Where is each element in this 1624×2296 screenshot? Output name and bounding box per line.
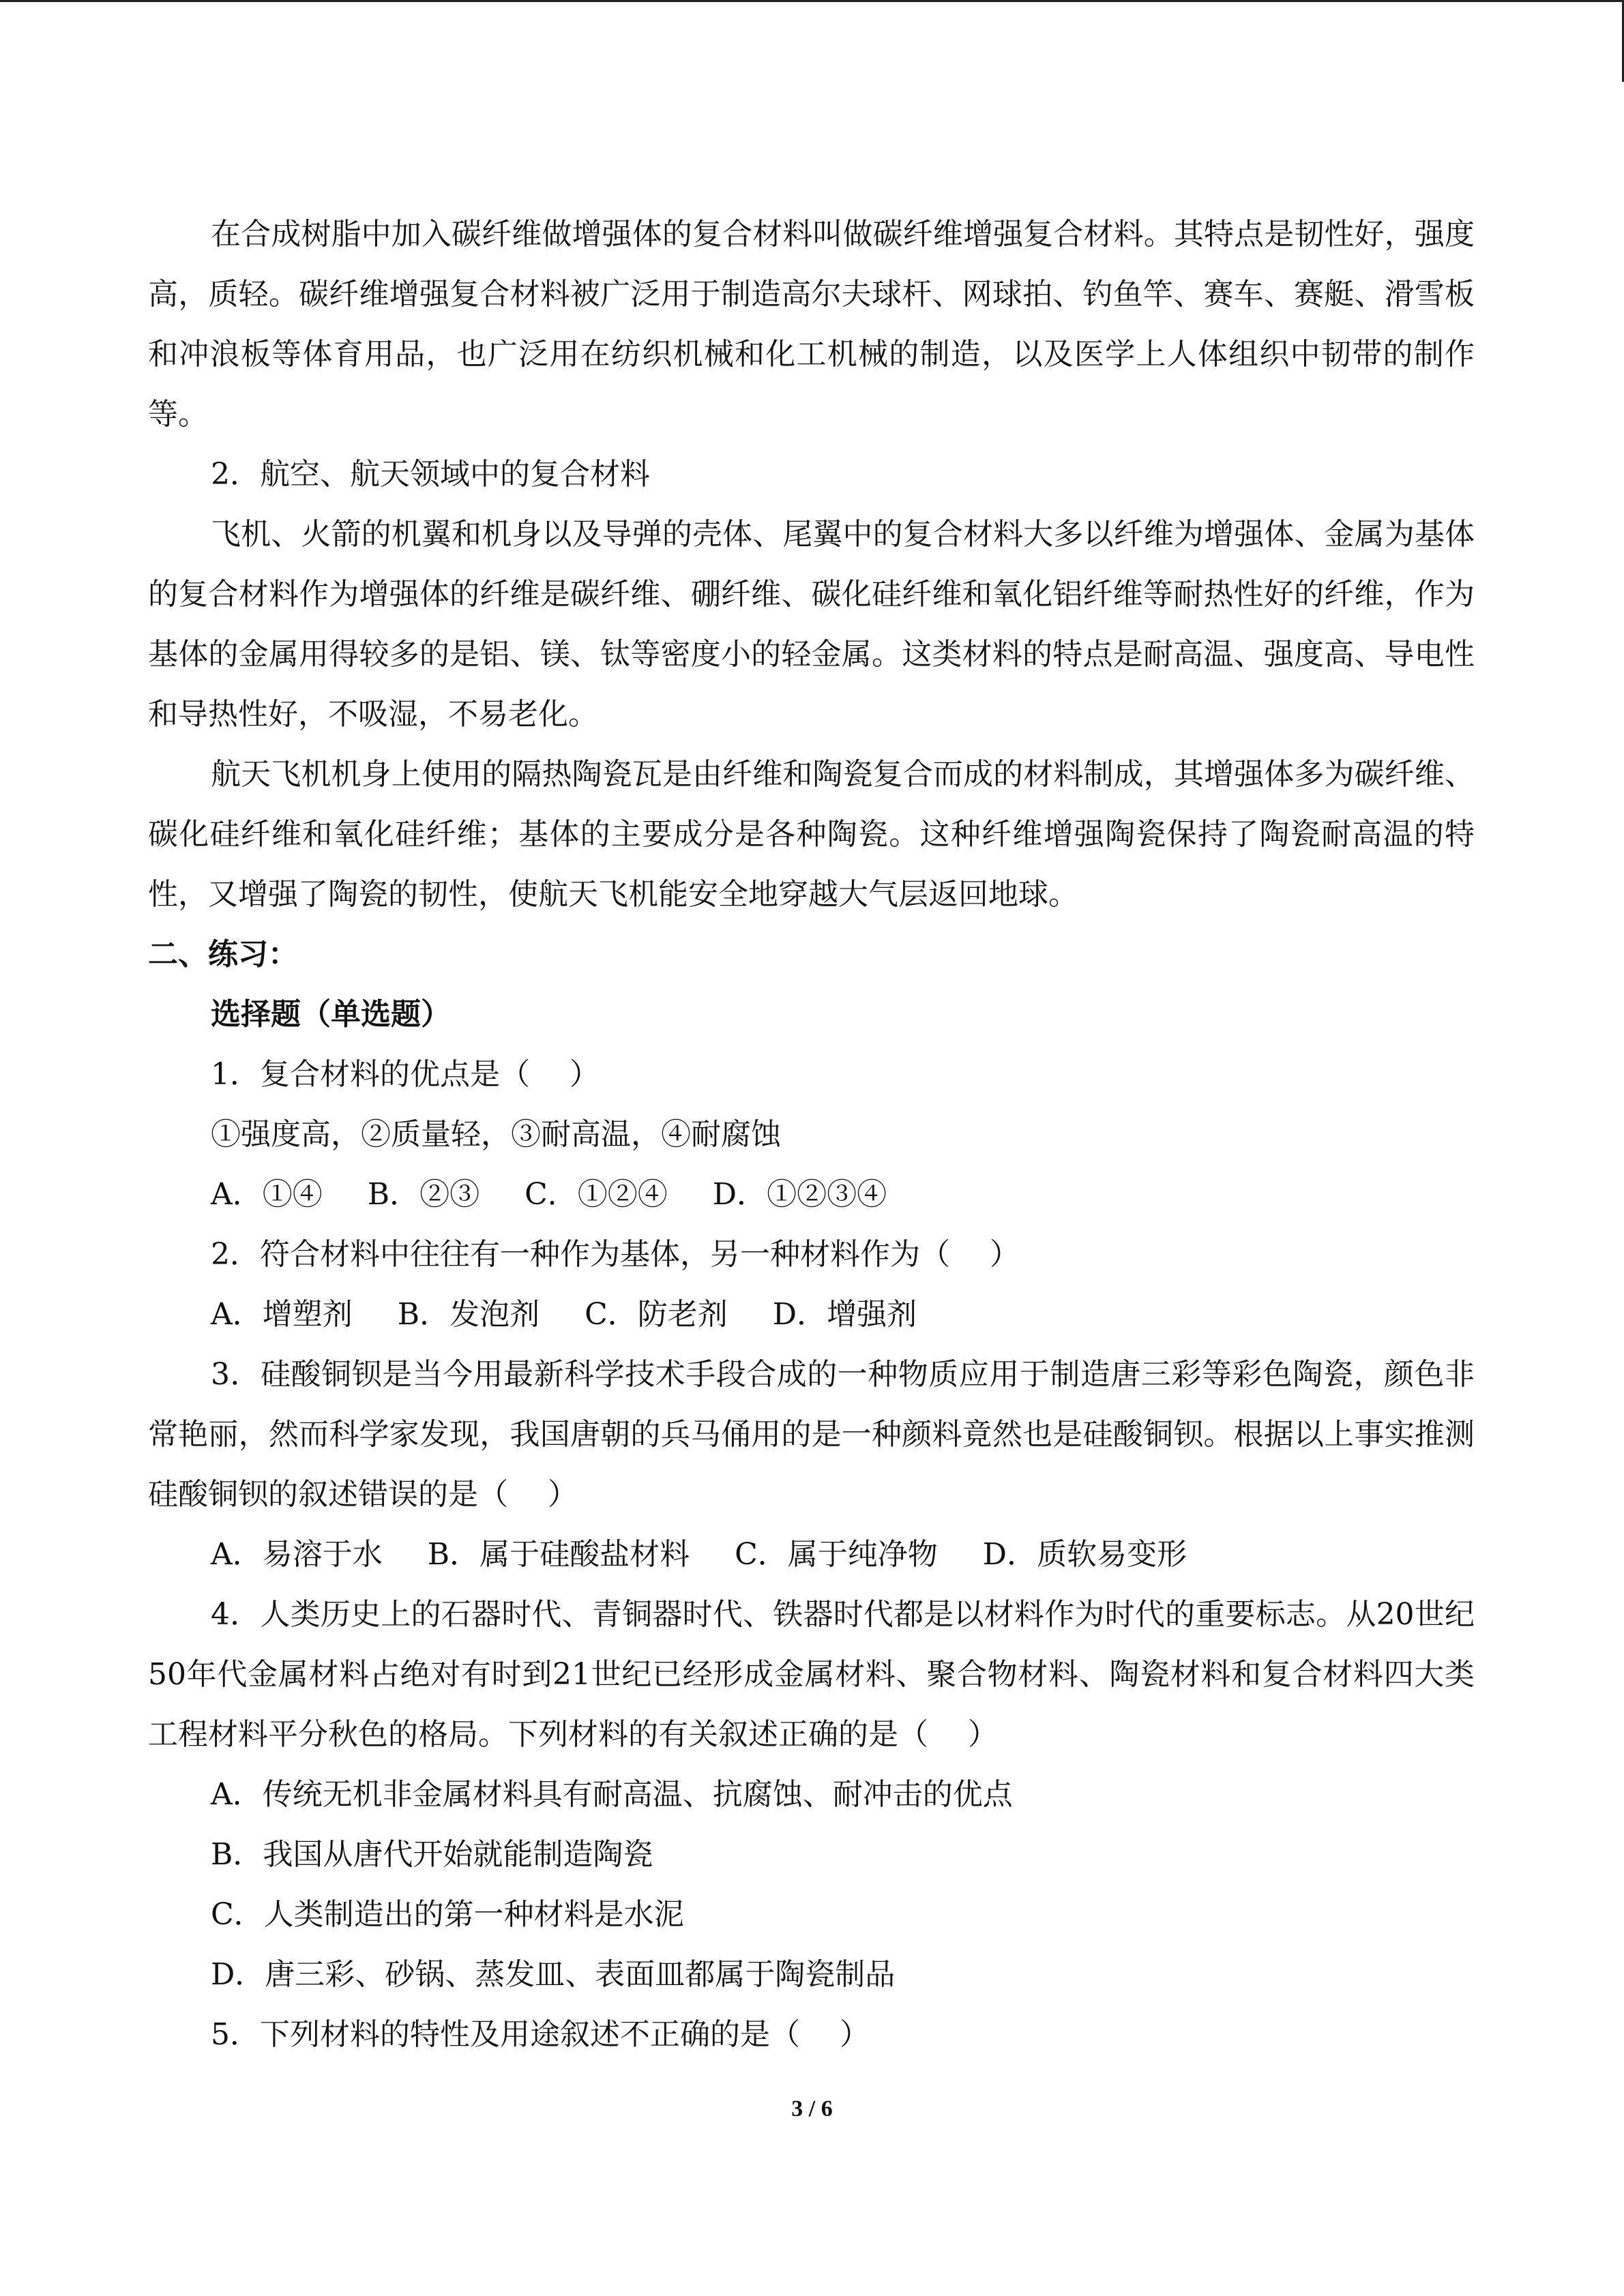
option-a: A．易溶于水	[211, 1537, 383, 1572]
question-1-options	[148, 1165, 1475, 1225]
paragraph-carbon-fiber: 在合成树脂中加入碳纤维做增强体的复合材料叫做碳纤维增强复合材料。其特点是韧性好，强度高，质轻。碳纤维增强复合材料被广泛用于制造高尔夫球杆、网球拍、钓鱼竿、赛车、赛艇、滑雪板和冲浪板等体育用品，也广泛用在纺织机械和化工机械的制造，以及医学上人体组织中韧带的制作等。	[148, 217, 1475, 432]
option-c: C．属于纯净物	[735, 1537, 938, 1572]
question-4-option-d: D．唐三彩、砂锅、蒸发皿、表面皿都属于陶瓷制品	[211, 1957, 896, 1992]
question-1-stem: 1．复合材料的优点是（ ）	[211, 1057, 600, 1092]
option-a: A．增塑剂	[211, 1297, 353, 1332]
question-3-stem: 3．硅酸铜钡是当今用最新科学技术手段合成的一种物质应用于制造唐三彩等彩色陶瓷，颜色非常艳丽，然而科学家发现，我国唐朝的兵马俑用的是一种颜料竟然也是硅酸铜钡。根据以上事实推测硅酸铜钡的叙述错误的是（ ）	[148, 1357, 1475, 1512]
option-b: B．属于硅酸盐材料	[427, 1537, 690, 1572]
page-edge-top	[0, 0, 1624, 2]
option-d: D．①②③④	[712, 1177, 887, 1212]
question-4-option-b: B．我国从唐代开始就能制造陶瓷	[211, 1837, 653, 1872]
option-b: B．②③	[367, 1177, 480, 1212]
document-body	[148, 205, 1475, 2065]
option-d: D．质软易变形	[982, 1537, 1187, 1572]
section-heading-exercises: 二、练习：	[148, 937, 298, 972]
option-a: A．①④	[211, 1177, 323, 1212]
paragraph-aircraft: 飞机、火箭的机翼和机身以及导弹的壳体、尾翼中的复合材料大多以纤维为增强体、金属为基体的复合材料作为增强体的纤维是碳纤维、硼纤维、碳化硅纤维和氧化铝纤维等耐热性好的纤维，作为基体的金属用得较多的是铝、镁、钛等密度小的轻金属。这类材料的特点是耐高温、强度高、导电性和导热性好，不吸湿，不易老化。	[148, 517, 1475, 732]
question-4-option-c: C．人类制造出的第一种材料是水泥	[211, 1897, 684, 1932]
question-2-options	[148, 1285, 1475, 1345]
question-4-option-a: A．传统无机非金属材料具有耐高温、抗腐蚀、耐冲击的优点	[211, 1777, 1013, 1812]
subsection-aerospace: 2．航空、航天领域中的复合材料	[211, 457, 650, 492]
question-3-options	[148, 1525, 1475, 1585]
sub-heading-single-choice: 选择题（单选题）	[211, 997, 451, 1032]
option-c: C．①②④	[525, 1177, 668, 1212]
option-c: C．防老剂	[585, 1297, 728, 1332]
question-2-stem: 2．符合材料中往往有一种作为基体，另一种材料作为（ ）	[211, 1237, 1020, 1272]
question-4-stem: 4．人类历史上的石器时代、青铜器时代、铁器时代都是以材料作为时代的重要标志。从20世纪50年代金属材料占绝对有时到21世纪已经形成金属材料、聚合物材料、陶瓷材料和复合材料四大类工程材料平分秋色的格局。下列材料的有关叙述正确的是（ ）	[148, 1597, 1475, 1752]
question-5-stem: 5．下列材料的特性及用途叙述不正确的是（ ）	[211, 2017, 870, 2052]
question-1-note: ①强度高，②质量轻，③耐高温，④耐腐蚀	[211, 1117, 781, 1152]
page-number: 3 / 6	[791, 2096, 833, 2121]
option-d: D．增强剂	[772, 1297, 917, 1332]
paragraph-space-shuttle: 航天飞机机身上使用的隔热陶瓷瓦是由纤维和陶瓷复合而成的材料制成，其增强体多为碳纤维、碳化硅纤维和氧化硅纤维；基体的主要成分是各种陶瓷。这种纤维增强陶瓷保持了陶瓷耐高温的特性，又增强了陶瓷的韧性，使航天飞机能安全地穿越大气层返回地球。	[148, 757, 1475, 912]
option-b: B．发泡剂	[397, 1297, 540, 1332]
